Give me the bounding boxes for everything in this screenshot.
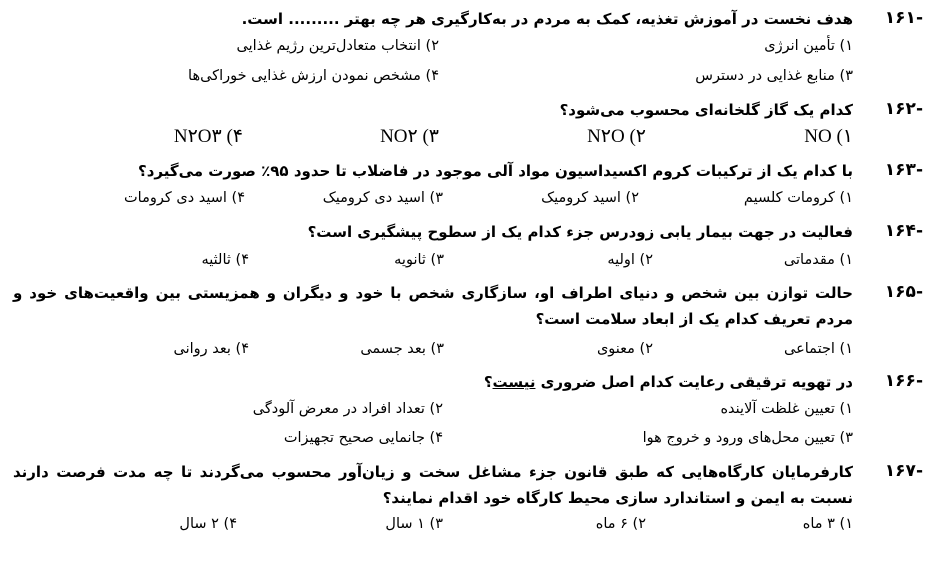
question-number: -۱۶۲ <box>884 99 923 119</box>
option-2: ۲) معنوی <box>596 341 653 357</box>
option-1: NO (۱ <box>804 126 853 147</box>
option-3: ۳) بعد جسمی <box>360 341 444 357</box>
option-4: ۴) ثالثیه <box>201 252 249 268</box>
option-2: ۲) انتخاب متعادل‌ترین رژیم غذایی <box>236 38 439 54</box>
option-2: ۲) تعداد افراد در معرض آلودگی <box>252 401 443 417</box>
option-1: ۱) اجتماعی <box>784 341 853 357</box>
question-number: -۱۶۵ <box>884 282 923 302</box>
option-3: NO۲ (۳ <box>380 126 439 147</box>
underlined-word: نیست <box>492 373 536 391</box>
option-4: ۴) جانمایی صحیح تجهیزات <box>283 430 443 446</box>
question-number: -۱۶۴ <box>884 221 923 241</box>
option-4: N۲O۳ (۴ <box>173 126 243 147</box>
question-text: کدام یک گاز گلخانه‌ای محسوب می‌شود؟ <box>559 101 853 119</box>
option-4: ۴) اسید دی کرومات <box>124 190 245 206</box>
question-text: با کدام یک از ترکیبات کروم اکسیداسیون مواد آلی موجود در فاضلاب تا حدود ۹۵٪ صورت می‌گیرد؟ <box>138 162 853 180</box>
option-1: ۱) تأمین انرژی <box>764 38 853 54</box>
question-text: هدف نخست در آموزش تغذیه، کمک به مردم در به‌کارگیری هر چه بهتر ......... است. <box>241 10 853 28</box>
option-1: ۱) مقدماتی <box>783 252 853 268</box>
option-4: ۴) ۲ سال <box>179 516 237 532</box>
option-4: ۴) بعد روانی <box>173 341 249 357</box>
option-2: ۲) اسید کرومیک <box>541 190 639 206</box>
option-4: ۴) مشخص نمودن ارزش غذایی خوراکی‌ها <box>188 68 439 84</box>
option-2: N۲O (۲ <box>587 126 646 147</box>
question-number: -۱۶۶ <box>884 371 923 391</box>
option-2: ۲) اولیه <box>607 252 653 268</box>
option-1: ۱) تعیین غلظت آلاینده <box>720 401 853 417</box>
question-text: کارفرمایان کارگاه‌هایی که طبق قانون جزء مشاغل سخت و زیان‌آور محسوب می‌گردند تا چه مدت فرصت دارند نسبت به ایمن و استاندارد سازی محیط کارگاه خود اقدام نمایند؟ <box>13 463 853 507</box>
question-text: فعالیت در جهت بیمار یابی زودرس جزء کدام یک از سطوح پیشگیری است؟ <box>307 223 853 241</box>
question-text: حالت توازن بین شخص و دنیای اطراف او، سازگاری شخص با خود و دیگران و همزیستی بین واقعیت‌های خود و مردم تعریف کدام یک از ابعاد سلامت است؟ <box>13 284 853 328</box>
question-number: -۱۶۳ <box>884 160 923 180</box>
option-1: ۱) ۳ ماه <box>802 516 853 532</box>
option-3: ۳) منابع غذایی در دسترس <box>695 68 853 84</box>
question-number: -۱۶۷ <box>884 461 923 481</box>
option-3: ۳) اسید دی کرومیک <box>322 190 443 206</box>
option-3: ۳) تعیین محل‌های ورود و خروج هوا <box>642 430 853 446</box>
option-3: ۳) ثانویه <box>394 252 444 268</box>
question-text: در تهویه ترقیقی رعایت کدام اصل ضروری نیست؟ <box>483 373 853 391</box>
option-3: ۳) ۱ سال <box>385 516 443 532</box>
question-number: -۱۶۱ <box>884 8 923 28</box>
option-1: ۱) کرومات کلسیم <box>743 190 853 206</box>
option-2: ۲) ۶ ماه <box>595 516 646 532</box>
